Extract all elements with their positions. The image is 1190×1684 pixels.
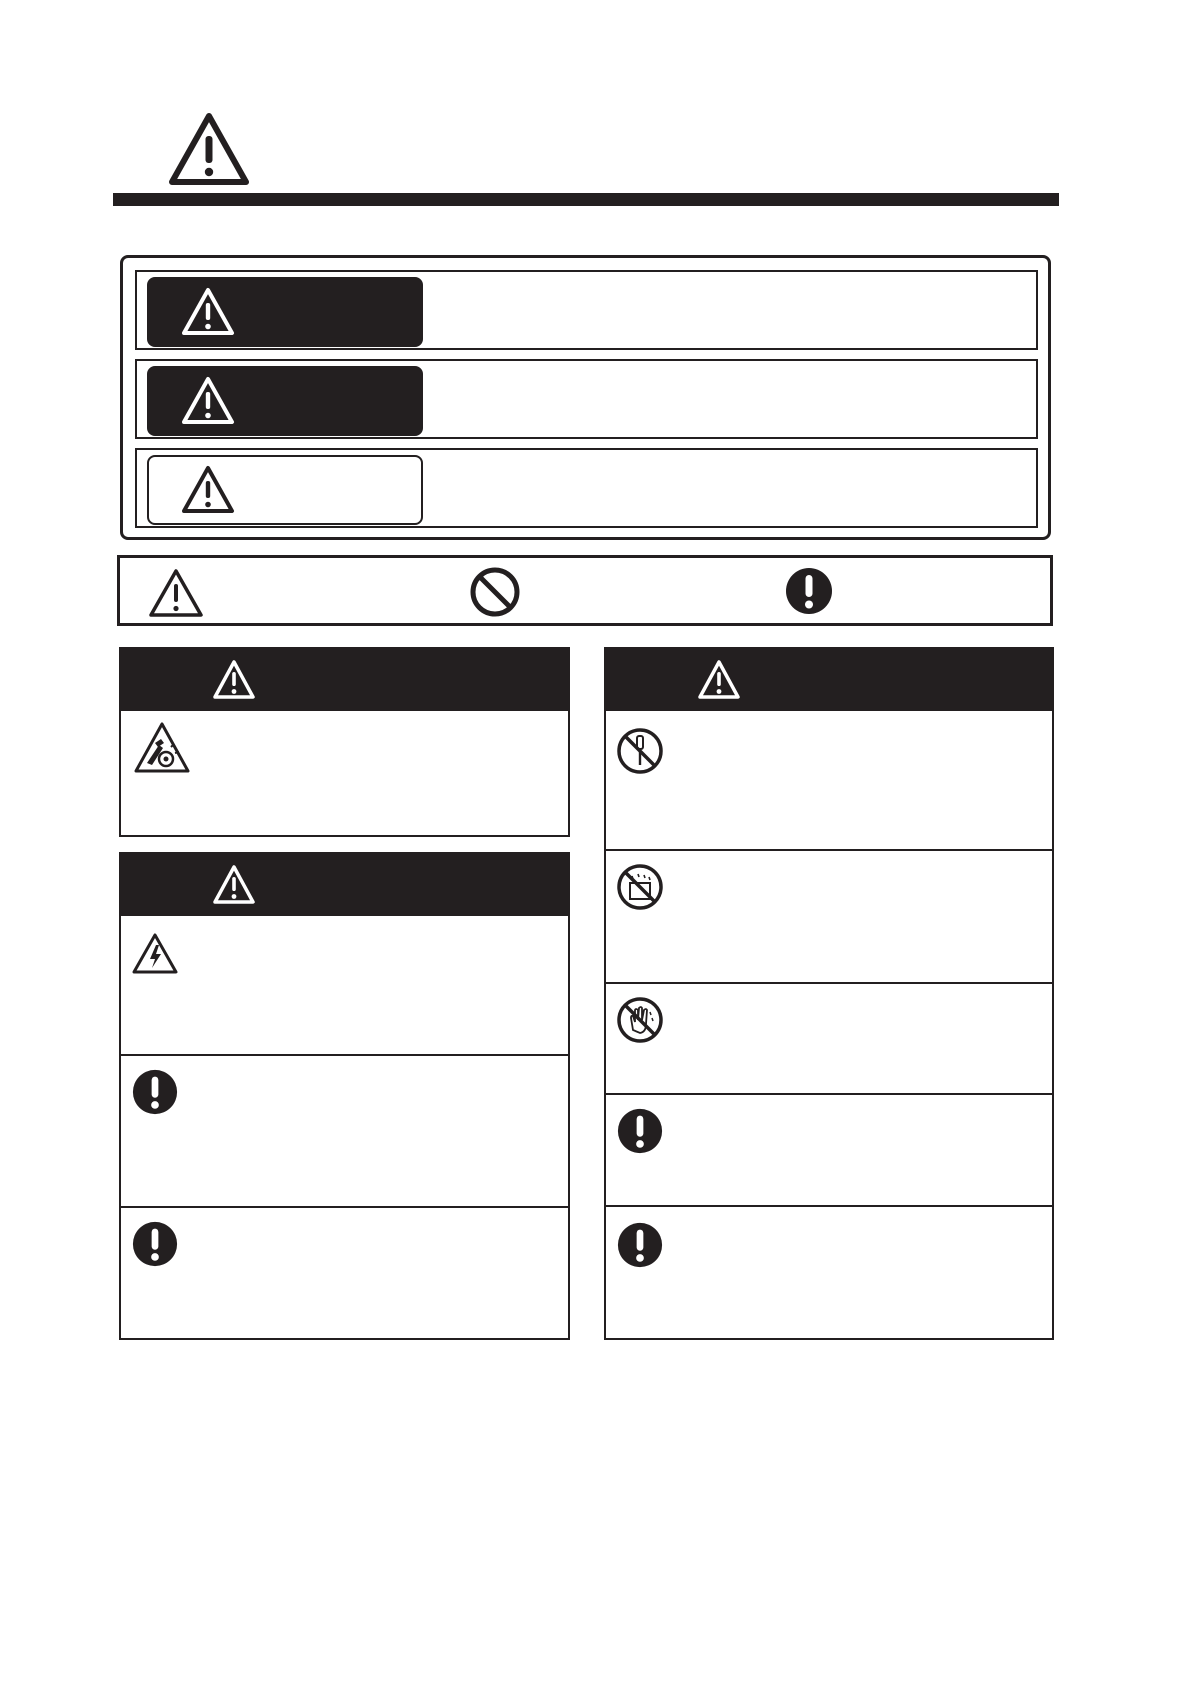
header-warning-triangle-icon (168, 112, 250, 186)
mandatory-action-icon (784, 566, 834, 616)
left-warning-card-2 (119, 852, 570, 1340)
signal-word-legend (120, 255, 1051, 540)
electric-shock-hazard-icon (131, 932, 179, 976)
mandatory-action-icon (616, 1221, 664, 1269)
warning-triangle-icon (212, 659, 256, 701)
card-section (606, 982, 1052, 1093)
card-header (121, 854, 568, 916)
no-wet-hands-icon (616, 996, 664, 1044)
no-water-exposure-icon (616, 863, 664, 911)
no-disassembly-icon (616, 727, 664, 775)
card-section (121, 711, 568, 837)
warning-triangle-icon (181, 465, 235, 515)
card-section (606, 1205, 1052, 1340)
warning-triangle-icon (697, 659, 741, 701)
signal-label-outline (147, 455, 423, 525)
warning-triangle-icon (181, 287, 235, 337)
card-section (121, 1054, 568, 1206)
mandatory-action-icon (131, 1220, 179, 1268)
symbol-legend-bar (117, 555, 1053, 626)
left-warning-card-1 (119, 647, 570, 837)
right-warning-card (604, 647, 1054, 1340)
header-rule (113, 193, 1059, 206)
card-section (121, 916, 568, 1054)
warning-triangle-icon (148, 568, 204, 618)
prohibition-circle-icon (469, 566, 521, 618)
legend-row-2 (135, 359, 1038, 439)
legend-row-3 (135, 448, 1038, 528)
signal-label-dark-1 (147, 277, 423, 347)
warning-triangle-icon (181, 376, 235, 426)
legend-row-1 (135, 270, 1038, 350)
card-section (606, 711, 1052, 849)
rotating-parts-hazard-icon (133, 721, 191, 775)
card-section (606, 849, 1052, 982)
card-header (121, 649, 568, 711)
signal-label-dark-2 (147, 366, 423, 436)
mandatory-action-icon (616, 1107, 664, 1155)
card-header (606, 649, 1052, 711)
mandatory-action-icon (131, 1068, 179, 1116)
card-section (121, 1206, 568, 1340)
card-section (606, 1093, 1052, 1205)
warning-triangle-icon (212, 864, 256, 906)
